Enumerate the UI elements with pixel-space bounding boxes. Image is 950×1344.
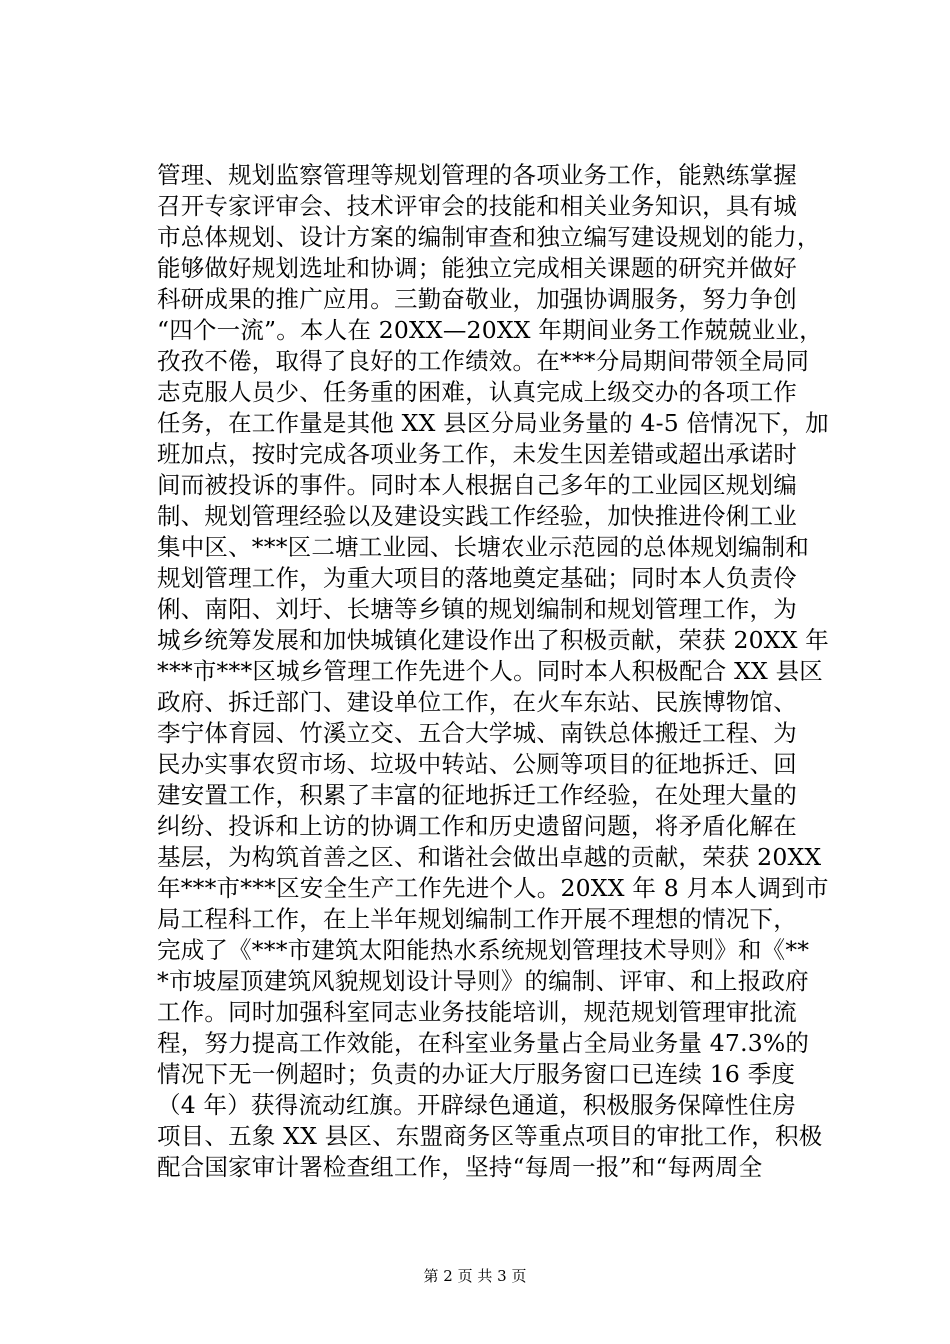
text-line: 志克服人员少、任务重的困难，认真完成上级交办的各项工作 [157,378,797,406]
text-line: 建安置工作，积累了丰富的征地拆迁工作经验，在处理大量的 [157,781,797,809]
text-line: 民办实事农贸市场、垃圾中转站、公厕等项目的征地拆迁、回 [157,750,797,778]
text-line: 年***市***区安全生产工作先进个人。20XX 年 8 月本人调到市 [157,874,829,902]
text-line: 李宁体育园、竹溪立交、五合大学城、南铁总体搬迁工程、为 [157,719,797,747]
text-line: 规划管理工作，为重大项目的落地奠定基础；同时本人负责伶 [157,564,797,592]
text-line: 工作。同时加强科室同志业务技能培训，规范规划管理审批流 [157,998,797,1026]
text-line: 局工程科工作，在上半年规划编制工作开展不理想的情况下， [157,905,797,933]
text-line: 任务，在工作量是其他 XX 县区分局业务量的 4-5 倍情况下，加 [157,409,829,437]
text-line: 管理、规划监察管理等规划管理的各项业务工作，能熟练掌握 [157,161,797,189]
text-line: 项目、五象 XX 县区、东盟商务区等重点项目的审批工作，积极 [157,1122,823,1150]
text-line: 制、规划管理经验以及建设实践工作经验，加快推进伶俐工业 [157,502,797,530]
page-footer: 第 2 页 共 3 页 [423,1267,527,1285]
text-line: 班加点，按时完成各项业务工作，未发生因差错或超出承诺时 [157,440,797,468]
text-line: 基层，为构筑首善之区、和谐社会做出卓越的贡献，荣获 20XX [157,843,822,871]
text-line: （4 年）获得流动红旗。开辟绿色通道，积极服务保障性住房 [157,1091,797,1119]
text-line: 配合国家审计署检查组工作，坚持“每周一报”和“每两周全 [157,1153,763,1181]
text-line: 完成了《***市建筑太阳能热水系统规划管理技术导则》和《** [157,936,810,964]
text-line: *市坡屋顶建筑风貌规划设计导则》的编制、评审、和上报政府 [157,967,809,995]
text-line: 间而被投诉的事件。同时本人根据自己多年的工业园区规划编 [157,471,797,499]
text-line: 城乡统筹发展和加快城镇化建设作出了积极贡献，荣获 20XX 年 [157,626,830,654]
text-line: ***市***区城乡管理工作先进个人。同时本人积极配合 XX 县区 [157,657,823,685]
text-line: 情况下无一例超时；负责的办证大厅服务窗口已连续 16 季度 [157,1060,796,1088]
text-line: 科研成果的推广应用。三勤奋敬业，加强协调服务，努力争创 [157,285,797,313]
text-line: 能够做好规划选址和协调；能独立完成相关课题的研究并做好 [157,254,797,282]
text-line: 集中区、***区二塘工业园、长塘农业示范园的总体规划编制和 [157,533,810,561]
text-line: 纠纷、投诉和上访的协调工作和历史遗留问题，将矛盾化解在 [157,812,797,840]
text-line: “四个一流”。本人在 20XX—20XX 年期间业务工作兢兢业业， [157,316,823,344]
text-line: 市总体规划、设计方案的编制审查和独立编写建设规划的能力， [157,223,821,251]
text-line: 程，努力提高工作效能，在科室业务量占全局业务量 47.3%的 [157,1029,810,1057]
text-line: 孜孜不倦，取得了良好的工作绩效。在***分局期间带领全局同 [157,347,810,375]
text-line: 召开专家评审会、技术评审会的技能和相关业务知识，具有城 [157,192,797,220]
text-line: 政府、拆迁部门、建设单位工作，在火车东站、民族博物馆、 [157,688,797,716]
text-line: 俐、南阳、刘圩、长塘等乡镇的规划编制和规划管理工作，为 [157,595,797,623]
body-text [157,160,837,1183]
